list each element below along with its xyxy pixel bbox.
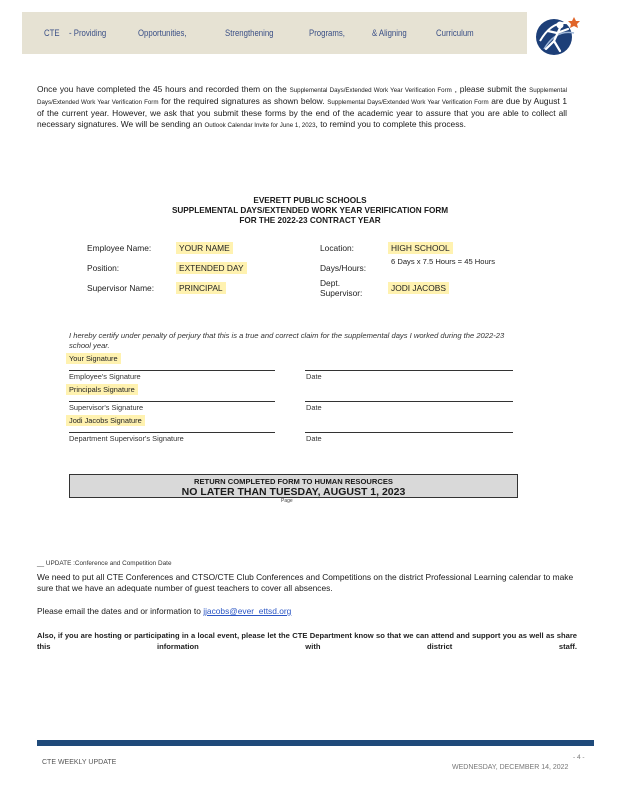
signature-line	[69, 401, 275, 402]
date-caption: Date	[306, 372, 322, 381]
intro-form-name: Supplemental Days/Extended Work Year Verification Form	[37, 87, 568, 106]
banner-item: Opportunities,	[138, 28, 187, 39]
supervisor-signature-caption: Supervisor's Signature	[69, 403, 144, 412]
form-title-line: FOR THE 2022-23 CONTRACT YEAR	[239, 216, 381, 225]
email-prompt-text: Please email the dates and or information to	[37, 606, 204, 616]
position-value[interactable]: EXTENDED DAY	[176, 262, 247, 274]
footer-page-number: - 4 -	[573, 754, 585, 761]
banner-item: Curriculum	[436, 28, 474, 39]
signature-line	[69, 432, 275, 433]
header-banner	[22, 12, 527, 54]
date-line	[305, 401, 513, 402]
banner-item: Strengthening	[225, 28, 274, 39]
dept-supervisor-value[interactable]: JODI JACOBS	[388, 282, 449, 294]
date-caption: Date	[306, 434, 322, 443]
update-paragraph-email	[37, 606, 577, 617]
return-instructions-box	[69, 474, 518, 498]
footer-date: WEDNESDAY, DECEMBER 14, 2022	[452, 764, 569, 771]
intro-paragraph	[37, 84, 567, 131]
return-deadline: NO LATER THAN TUESDAY, AUGUST 1, 2023	[181, 486, 406, 498]
date-line	[305, 370, 513, 371]
supervisor-signature-value[interactable]: Principals Signature	[66, 384, 138, 395]
intro-form-name: Supplemental Days/Extended Work Year Verification Form	[327, 99, 489, 106]
banner-item: Programs,	[309, 28, 345, 39]
update-paragraph-calendar: We need to put all CTE Conferences and CTSO/CTE Club Conferences and Competitions on the district Professional Learning calendar to make sure that we have an adequate number of guest teachers to cover all absences.	[37, 572, 574, 593]
intro-form-name: Supplemental Days/Extended Work Year Verification Form	[289, 87, 452, 94]
date-line	[305, 432, 513, 433]
banner-item: CTE	[44, 28, 60, 39]
signature-line	[69, 370, 275, 371]
form-title-line: SUPPLEMENTAL DAYS/EXTENDED WORK YEAR VERIFICATION FORM	[171, 206, 449, 215]
location-label: Location:	[320, 243, 354, 253]
location-value[interactable]: HIGH SCHOOL	[388, 242, 453, 254]
employee-signature-value[interactable]: Your Signature	[66, 353, 121, 364]
return-line-1: RETURN COMPLETED FORM TO HUMAN RESOURCES	[194, 477, 393, 486]
employee-signature-caption: Employee's Signature	[69, 372, 141, 381]
supervisor-name-value[interactable]: PRINCIPAL	[176, 282, 226, 294]
banner-item: - Providing	[69, 28, 107, 39]
department-signature-caption: Department Supervisor's Signature	[69, 434, 184, 443]
intro-text: Once you have completed the 45 hours and recorded them on the	[37, 84, 287, 94]
position-label: Position:	[87, 263, 120, 273]
update-heading: __ UPDATE :Conference and Competition Date	[37, 560, 172, 567]
employee-name-value[interactable]: YOUR NAME	[176, 242, 233, 254]
days-hours-label: Days/Hours:	[320, 263, 367, 273]
supervisor-name-label: Supervisor Name:	[87, 283, 155, 293]
certification-statement: I hereby certify under penalty of perjury that this is a true and correct claim for the supplemental days I worked during the 2022-23 school year.	[69, 331, 505, 350]
dept-label-line: Dept.	[320, 278, 341, 288]
intro-text: are due by August 1 of the current year. However, we ask that you submit these forms by the end of the academic year to assure that you are able to collect all necessary signatures. We will be sending an	[37, 96, 568, 129]
email-link[interactable]: jjacobs@ever_ettsd.org	[203, 606, 292, 616]
intro-text: , to remind you to complete this process.	[315, 119, 466, 129]
cte-logo	[530, 11, 582, 61]
date-caption: Date	[306, 403, 322, 412]
intro-calendar-invite: Outlook Calendar Invite for June 1, 2023	[204, 122, 316, 129]
page-label: Page	[281, 498, 293, 504]
footer-title: CTE WEEKLY UPDATE	[42, 759, 117, 766]
intro-text: for the required signatures as shown below.	[161, 96, 325, 106]
dept-supervisor-label	[320, 278, 362, 298]
employee-name-label: Employee Name:	[87, 243, 152, 253]
banner-item: & Aligning	[372, 28, 407, 39]
footer-bar	[37, 740, 594, 746]
intro-text: , please submit the	[454, 84, 527, 94]
dept-label-line: Supervisor:	[320, 288, 363, 298]
department-signature-value[interactable]: Jodi Jacobs Signature	[66, 415, 145, 426]
update-paragraph-events: Also, if you are hosting or participating in a local event, please let the CTE Department know so that we can attend and support you as well as share this information with district staff.	[37, 631, 577, 651]
days-hours-value[interactable]: 6 Days x 7.5 Hours = 45 Hours	[391, 257, 496, 266]
form-title-line: EVERETT PUBLIC SCHOOLS	[253, 196, 367, 205]
